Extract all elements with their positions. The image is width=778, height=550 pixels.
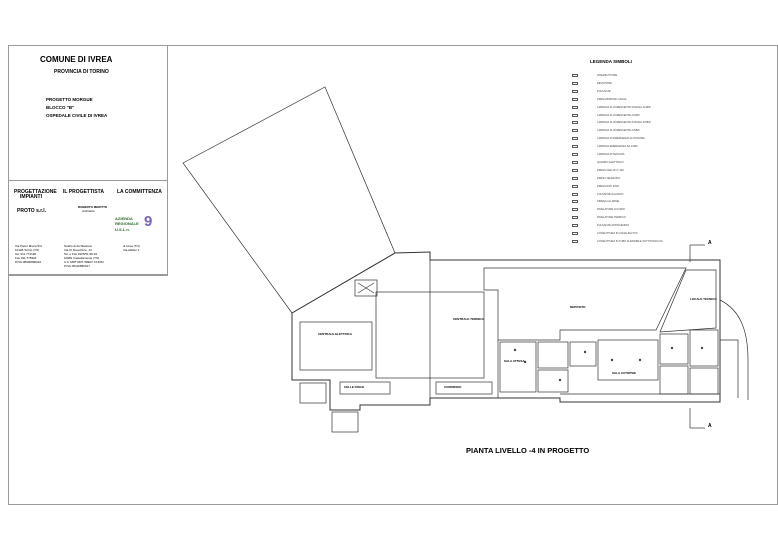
room-locale-tecnico bbox=[660, 270, 716, 332]
designer-name: ROBERTO MERITTO bbox=[78, 205, 108, 209]
legend-label: CONDUTTURA IN CANALINA PVC bbox=[597, 232, 638, 235]
legend-label: LAMPADA EMERGENZA SA 1x8W bbox=[597, 145, 638, 149]
legend-label: SIRENA ALLARME bbox=[597, 200, 620, 204]
designer-address-3: Tel. e Fax 0125/51 58 40 bbox=[64, 252, 98, 256]
room-label-sala-autopsie: SALA AUTOPSIE bbox=[612, 371, 637, 375]
legend-label: DEVIATORE bbox=[597, 81, 612, 85]
legend-label: PULSANTE ANTINCENDIO bbox=[597, 224, 630, 228]
room-sala-attesa bbox=[500, 342, 536, 392]
designer-role: Architetto bbox=[82, 209, 95, 213]
plan-outline-upper-block bbox=[183, 87, 395, 313]
design-address-1: Via Pietro Micca 5/d bbox=[15, 244, 42, 248]
room-small-2 bbox=[332, 412, 358, 432]
design-address-4: Fax 011 775904 bbox=[15, 256, 37, 260]
legend-label: PRESA CEE 2P+T 16A bbox=[597, 168, 624, 172]
design-firm: PROTO s.r.l. bbox=[17, 208, 47, 214]
section-mark-top: A bbox=[708, 240, 712, 246]
legend-label: LAMPADA DI EMERGENZA AUTONOMA bbox=[597, 137, 645, 141]
design-address-3: Tel. 011 772190 bbox=[15, 252, 37, 256]
client-logo-text-3: U.S.L.n. bbox=[115, 227, 130, 232]
municipality-title: COMUNE DI IVREA bbox=[40, 55, 113, 64]
client-address-2: Via Aldisio 2 bbox=[123, 248, 140, 252]
legend-label: PRESA TELEFONO bbox=[597, 176, 621, 180]
client-logo-text-2: REGIONALE bbox=[115, 221, 139, 226]
room-label-centrale-elettrica: CENTRALE ELETTRICA bbox=[318, 332, 352, 336]
designer-address-1: Studio di Architettura bbox=[64, 244, 92, 248]
legend-label: LAMPADA FLUORESCENTE STAGNA 2x58W bbox=[597, 121, 651, 125]
design-address-2: 10128 Torino (TO) bbox=[15, 248, 40, 252]
legend-label: QUADRO ELETTRICO bbox=[597, 160, 624, 164]
room-label-centrale-termica: CENTRALE TERMICA bbox=[453, 317, 484, 321]
project-line-2: BLOCCO "B" bbox=[46, 105, 75, 110]
room-small-1 bbox=[300, 383, 326, 403]
project-line-3: OSPEDALE CIVILE DI IVREA bbox=[46, 113, 108, 118]
client-address-1: di Ivrea (TO) bbox=[123, 244, 140, 248]
client-heading: LA COMMITTENZA bbox=[117, 189, 162, 195]
designer-address-4: 10081 Castellamonte (TO) bbox=[64, 256, 100, 260]
legend-label: PRESA BIPASSO 10/16A bbox=[597, 97, 627, 101]
design-heading: PROGETTAZIONE IMPIANTI bbox=[14, 189, 57, 200]
legend-label: PULSANTE SGANCIO bbox=[597, 192, 624, 196]
legend-label: LAMPADA FLUORESCENTE 2x58W bbox=[597, 129, 640, 133]
legend-label: PULSANTE bbox=[597, 89, 611, 93]
room-deposito bbox=[484, 268, 686, 340]
room-label-corridoio: CORRIDOIO bbox=[444, 385, 462, 389]
legend-label: LAMPADA FLUORESCENTE 2x36W bbox=[597, 113, 640, 117]
province-title: PROVINCIA DI TORINO bbox=[54, 69, 109, 75]
designer-heading: IL PROGETTISTA bbox=[63, 189, 104, 195]
room-label-deposito: DEPOSITO bbox=[570, 305, 586, 309]
room-label-locale-tecnico: LOCALE TECNICO bbox=[690, 297, 717, 301]
room-label-celle-frigo: CELLE FRIGO bbox=[344, 385, 365, 389]
designer-address-5: C.F. MRT RRT 58E07 C133M bbox=[64, 260, 104, 264]
legend-title: LEGENDA SIMBOLI bbox=[590, 59, 632, 64]
project-line-1: PROGETTO MORGUE bbox=[46, 97, 93, 102]
plan-curved-wall bbox=[720, 300, 748, 400]
legend-label: RIVELATORE TERMICO bbox=[597, 216, 626, 220]
room-label-sala-attesa: SALA ATTESA bbox=[504, 359, 525, 363]
client-logo-number: 9 bbox=[144, 213, 153, 230]
designer-address-6: P.IVA 05119580017 bbox=[64, 264, 90, 268]
client-logo-text-1: AZIENDA bbox=[115, 216, 133, 221]
room-centrale-elettrica bbox=[300, 322, 372, 370]
designer-address-2: Via IV Novembre, 13 bbox=[64, 248, 92, 252]
section-mark-bottom: A bbox=[708, 423, 712, 429]
plan-title: PIANTA LIVELLO -4 IN PROGETTO bbox=[466, 446, 590, 455]
legend-label: PRESA DATI RJ45 bbox=[597, 184, 619, 188]
legend-label: INTERRUTTORE bbox=[597, 74, 618, 77]
legend-label: CONDUTTURA IN TUBO FLESSIBILE SOTTOTRACCIA bbox=[597, 239, 663, 243]
legend-label: LAMPADA FLUORESCENTE STAGNA 2x36W bbox=[597, 105, 651, 109]
design-address-5: P.IVA 08900890016 bbox=[15, 260, 42, 264]
legend-label: LAMPADA ATTENUATA bbox=[597, 153, 625, 156]
legend-label: RIVELATORE DI FUMO bbox=[597, 208, 625, 212]
